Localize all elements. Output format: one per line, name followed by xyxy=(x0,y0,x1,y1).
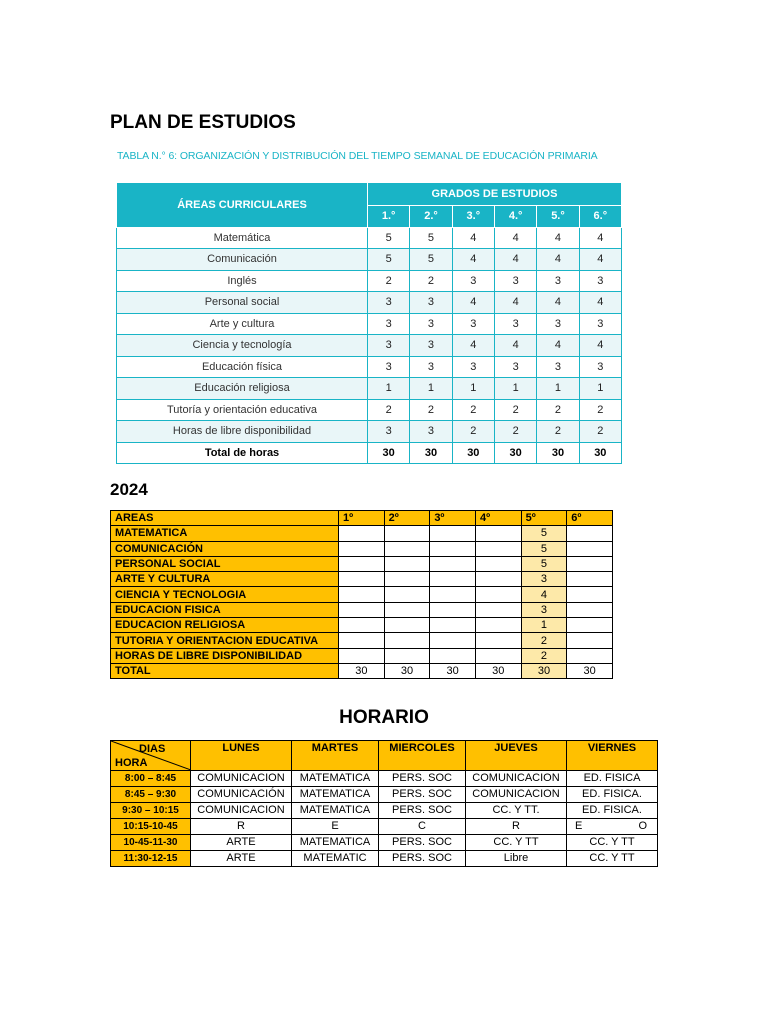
schedule-cell: PERS. SOC xyxy=(379,835,466,851)
hours-cell xyxy=(430,526,476,541)
hours-cell: 3 xyxy=(368,335,410,357)
area-cell: HORAS DE LIBRE DISPONIBILIDAD xyxy=(111,648,339,663)
hours-cell: 1 xyxy=(579,378,621,400)
hours-cell: 2 xyxy=(452,421,494,443)
hours-cell xyxy=(475,587,521,602)
schedule-cell: COMUNICACION xyxy=(466,771,567,787)
hours-cell: 1 xyxy=(410,378,452,400)
hours-cell: 4 xyxy=(579,227,621,249)
corner-days-label: DIAS xyxy=(139,743,166,755)
hours-cell xyxy=(430,541,476,556)
grade-header: 2.° xyxy=(410,206,452,228)
hours-cell: 4 xyxy=(537,249,579,271)
hours-cell xyxy=(567,648,613,663)
recess-letter: E xyxy=(575,820,583,832)
year-heading: 2024 xyxy=(110,480,148,499)
area-cell: COMUNICACIÓN xyxy=(111,541,339,556)
hours-cell xyxy=(430,633,476,648)
schedule-cell: PERS. SOC xyxy=(379,851,466,867)
schedule-cell: PERS. SOC xyxy=(379,787,466,803)
hours-cell: 2 xyxy=(410,399,452,421)
hours-cell xyxy=(567,633,613,648)
schedule-cell: CC. Y TT xyxy=(567,851,658,867)
hours-cell xyxy=(475,556,521,571)
schedule-cell: C xyxy=(379,819,466,835)
hours-cell: 4 xyxy=(494,292,536,314)
hours-cell: 4 xyxy=(537,227,579,249)
hours-cell: 3 xyxy=(368,313,410,335)
hours-cell: 1 xyxy=(452,378,494,400)
hours-cell: 2 xyxy=(452,399,494,421)
corner-cell xyxy=(111,741,191,771)
column-header: 2º xyxy=(384,511,430,526)
hours-cell: 1 xyxy=(537,378,579,400)
hours-cell: 4 xyxy=(494,227,536,249)
area-cell: ARTE Y CULTURA xyxy=(111,572,339,587)
hours-cell: 4 xyxy=(494,335,536,357)
hours-cell xyxy=(475,618,521,633)
hours-cell: 3 xyxy=(521,572,567,587)
hours-cell: 30 xyxy=(339,663,385,678)
hours-cell xyxy=(339,618,385,633)
time-cell: 8:45 – 9:30 xyxy=(111,787,191,803)
hours-cell: 30 xyxy=(567,663,613,678)
table-row xyxy=(117,335,622,357)
hours-cell xyxy=(384,587,430,602)
hours-cell xyxy=(339,602,385,617)
grades-header: GRADOS DE ESTUDIOS xyxy=(368,183,622,206)
column-header: 4º xyxy=(475,511,521,526)
grade-header: 4.° xyxy=(494,206,536,228)
schedule-cell: CC. Y TT xyxy=(567,835,658,851)
hours-cell: 4 xyxy=(579,335,621,357)
hours-cell: 5 xyxy=(368,227,410,249)
schedule-cell: ARTE xyxy=(191,835,292,851)
hours-cell xyxy=(384,541,430,556)
hours-cell xyxy=(339,587,385,602)
total-cell: 30 xyxy=(537,442,579,464)
year-hours-table xyxy=(110,510,613,679)
table-row xyxy=(111,602,613,617)
hours-cell xyxy=(567,556,613,571)
schedule-table xyxy=(110,740,658,867)
column-header: 5º xyxy=(521,511,567,526)
hours-cell: 4 xyxy=(452,335,494,357)
grade-header: 3.° xyxy=(452,206,494,228)
grade-header: 1.° xyxy=(368,206,410,228)
area-cell: EDUCACION RELIGIOSA xyxy=(111,618,339,633)
hours-cell xyxy=(475,633,521,648)
corner-hour-label: HORA xyxy=(115,757,148,769)
hours-cell xyxy=(384,572,430,587)
table-row xyxy=(117,249,622,271)
table-row xyxy=(111,835,658,851)
schedule-cell: MATEMATICA xyxy=(292,803,379,819)
hours-cell: 4 xyxy=(452,227,494,249)
table-row xyxy=(111,587,613,602)
hours-cell: 2 xyxy=(521,633,567,648)
hours-cell: 3 xyxy=(410,313,452,335)
hours-cell xyxy=(430,602,476,617)
table-row xyxy=(111,556,613,571)
schedule-cell: ED. FISICA. xyxy=(567,787,658,803)
schedule-cell: PERS. SOC xyxy=(379,771,466,787)
table-row xyxy=(117,399,622,421)
hours-cell: 2 xyxy=(521,648,567,663)
hours-cell: 3 xyxy=(452,313,494,335)
schedule-cell: MATEMATICA xyxy=(292,787,379,803)
time-cell: 9:30 – 10:15 xyxy=(111,803,191,819)
table-row xyxy=(111,618,613,633)
column-header: 1º xyxy=(339,511,385,526)
area-cell: Personal social xyxy=(117,292,368,314)
hours-cell: 4 xyxy=(579,292,621,314)
day-header: VIERNES xyxy=(567,741,658,771)
hours-cell xyxy=(430,618,476,633)
table-row xyxy=(111,633,613,648)
hours-cell: 3 xyxy=(410,335,452,357)
total-cell: 30 xyxy=(368,442,410,464)
column-header: 6º xyxy=(567,511,613,526)
hours-cell xyxy=(384,648,430,663)
schedule-cell: MATEMATICA xyxy=(292,771,379,787)
hours-cell: 2 xyxy=(579,399,621,421)
hours-cell: 2 xyxy=(368,399,410,421)
table-row xyxy=(111,771,658,787)
hours-cell: 3 xyxy=(579,356,621,378)
hours-cell: 5 xyxy=(410,249,452,271)
hours-cell xyxy=(339,572,385,587)
hours-cell: 2 xyxy=(537,421,579,443)
hours-cell: 5 xyxy=(521,541,567,556)
area-cell: Comunicación xyxy=(117,249,368,271)
time-cell: 8:00 – 8:45 xyxy=(111,771,191,787)
hours-cell xyxy=(384,633,430,648)
hours-cell: 4 xyxy=(537,335,579,357)
schedule-heading: HORARIO xyxy=(339,707,429,728)
area-cell: TOTAL xyxy=(111,663,339,678)
table-row xyxy=(111,663,613,678)
day-header: LUNES xyxy=(191,741,292,771)
area-cell: Tutoría y orientación educativa xyxy=(117,399,368,421)
table-row xyxy=(111,787,658,803)
hours-cell: 5 xyxy=(521,526,567,541)
area-cell: Educación religiosa xyxy=(117,378,368,400)
schedule-cell: COMUNICACIÓN xyxy=(191,787,292,803)
hours-cell: 4 xyxy=(452,249,494,271)
total-cell: 30 xyxy=(410,442,452,464)
hours-cell: 3 xyxy=(410,421,452,443)
schedule-cell: CC. Y TT xyxy=(466,835,567,851)
hours-cell xyxy=(384,526,430,541)
schedule-cell: ED. FISICA xyxy=(567,771,658,787)
table-row xyxy=(111,851,658,867)
total-cell: 30 xyxy=(579,442,621,464)
hours-cell xyxy=(339,633,385,648)
hours-cell: 3 xyxy=(494,356,536,378)
area-cell: Matemática xyxy=(117,227,368,249)
hours-cell xyxy=(339,526,385,541)
time-cell: 10-45-11-30 xyxy=(111,835,191,851)
table-row xyxy=(117,270,622,292)
hours-cell: 3 xyxy=(494,313,536,335)
hours-cell: 3 xyxy=(368,292,410,314)
area-cell: CIENCIA Y TECNOLOGIA xyxy=(111,587,339,602)
hours-cell: 30 xyxy=(521,663,567,678)
hours-cell xyxy=(430,587,476,602)
total-cell: 30 xyxy=(452,442,494,464)
table-caption: TABLA N.° 6: ORGANIZACIÓN Y DISTRIBUCIÓN DEL TIEMPO SEMANAL DE EDUCACIÓN PRIMARIA xyxy=(117,150,598,162)
hours-cell xyxy=(339,648,385,663)
hours-cell: 2 xyxy=(537,399,579,421)
hours-cell xyxy=(567,618,613,633)
hours-cell: 30 xyxy=(475,663,521,678)
schedule-cell: CC. Y TT. xyxy=(466,803,567,819)
day-header: JUEVES xyxy=(466,741,567,771)
schedule-cell: R xyxy=(191,819,292,835)
hours-cell: 3 xyxy=(537,356,579,378)
column-header: 3º xyxy=(430,511,476,526)
area-cell: Ciencia y tecnología xyxy=(117,335,368,357)
schedule-cell: MATEMATIC xyxy=(292,851,379,867)
hours-cell xyxy=(339,556,385,571)
hours-cell: 3 xyxy=(368,421,410,443)
hours-cell xyxy=(384,556,430,571)
hours-cell: 2 xyxy=(410,270,452,292)
hours-cell: 4 xyxy=(579,249,621,271)
hours-cell: 1 xyxy=(494,378,536,400)
hours-cell: 30 xyxy=(384,663,430,678)
hours-cell: 3 xyxy=(579,270,621,292)
hours-cell xyxy=(339,541,385,556)
hours-cell: 3 xyxy=(452,270,494,292)
hours-cell xyxy=(567,526,613,541)
table-row xyxy=(111,572,613,587)
areas-header: ÁREAS CURRICULARES xyxy=(117,183,368,228)
area-cell: Horas de libre disponibilidad xyxy=(117,421,368,443)
table-row xyxy=(117,421,622,443)
hours-cell: 3 xyxy=(521,602,567,617)
table-row xyxy=(111,648,613,663)
table-row xyxy=(111,526,613,541)
table-row xyxy=(117,356,622,378)
table-row xyxy=(117,292,622,314)
area-cell: Inglés xyxy=(117,270,368,292)
hours-cell xyxy=(475,648,521,663)
hours-cell: 4 xyxy=(452,292,494,314)
hours-cell xyxy=(567,587,613,602)
hours-cell: 3 xyxy=(537,313,579,335)
hours-cell xyxy=(475,541,521,556)
day-header: MIERCOLES xyxy=(379,741,466,771)
hours-cell: 3 xyxy=(368,356,410,378)
area-cell: MATEMATICA xyxy=(111,526,339,541)
schedule-cell: ARTE xyxy=(191,851,292,867)
hours-cell: 3 xyxy=(410,292,452,314)
schedule-cell: PERS. SOC xyxy=(379,803,466,819)
header-row xyxy=(111,511,613,526)
hours-cell xyxy=(384,602,430,617)
hours-cell: 1 xyxy=(521,618,567,633)
area-cell: PERSONAL SOCIAL xyxy=(111,556,339,571)
hours-cell: 5 xyxy=(410,227,452,249)
hours-cell: 4 xyxy=(521,587,567,602)
hours-cell: 2 xyxy=(368,270,410,292)
hours-cell xyxy=(475,526,521,541)
table-row xyxy=(111,541,613,556)
hours-cell: 30 xyxy=(430,663,476,678)
schedule-cell: E xyxy=(292,819,379,835)
total-row xyxy=(117,442,622,464)
total-cell: 30 xyxy=(494,442,536,464)
study-plan-table xyxy=(116,182,622,464)
hours-cell: 3 xyxy=(537,270,579,292)
table-row xyxy=(117,227,622,249)
hours-cell xyxy=(430,572,476,587)
total-label: Total de horas xyxy=(117,442,368,464)
table-row xyxy=(111,803,658,819)
hours-cell xyxy=(567,572,613,587)
schedule-cell: COMUNICACION xyxy=(191,803,292,819)
column-header: AREAS xyxy=(111,511,339,526)
hours-cell xyxy=(567,602,613,617)
hours-cell: 3 xyxy=(410,356,452,378)
table-row xyxy=(117,313,622,335)
grade-header: 5.° xyxy=(537,206,579,228)
hours-cell: 3 xyxy=(494,270,536,292)
hours-cell xyxy=(430,556,476,571)
hours-cell: 4 xyxy=(537,292,579,314)
hours-cell: 2 xyxy=(494,399,536,421)
grade-header: 6.° xyxy=(579,206,621,228)
hours-cell xyxy=(475,602,521,617)
schedule-cell: COMUNICACION xyxy=(466,787,567,803)
recess-row xyxy=(111,819,658,835)
schedule-cell: Libre xyxy=(466,851,567,867)
hours-cell: 2 xyxy=(494,421,536,443)
schedule-cell: R xyxy=(466,819,567,835)
hours-cell xyxy=(384,618,430,633)
time-cell: 11:30-12-15 xyxy=(111,851,191,867)
hours-cell: 1 xyxy=(368,378,410,400)
hours-cell: 5 xyxy=(368,249,410,271)
table-row xyxy=(117,378,622,400)
area-cell: Educación física xyxy=(117,356,368,378)
time-cell: 10:15-10-45 xyxy=(111,819,191,835)
day-header: MARTES xyxy=(292,741,379,771)
schedule-cell: MATEMATICA xyxy=(292,835,379,851)
hours-cell: 2 xyxy=(579,421,621,443)
hours-cell xyxy=(475,572,521,587)
hours-cell: 5 xyxy=(521,556,567,571)
schedule-cell: COMUNICACION xyxy=(191,771,292,787)
page-title: PLAN DE ESTUDIOS xyxy=(110,112,296,133)
hours-cell: 3 xyxy=(452,356,494,378)
hours-cell: 4 xyxy=(494,249,536,271)
hours-cell: 3 xyxy=(579,313,621,335)
area-cell: EDUCACION FISICA xyxy=(111,602,339,617)
header-row xyxy=(111,741,658,771)
recess-letter: O xyxy=(638,820,647,832)
hours-cell xyxy=(430,648,476,663)
area-cell: Arte y cultura xyxy=(117,313,368,335)
area-cell: TUTORIA Y ORIENTACION EDUCATIVA xyxy=(111,633,339,648)
schedule-cell xyxy=(567,819,658,835)
schedule-cell: ED. FISICA. xyxy=(567,803,658,819)
hours-cell xyxy=(567,541,613,556)
